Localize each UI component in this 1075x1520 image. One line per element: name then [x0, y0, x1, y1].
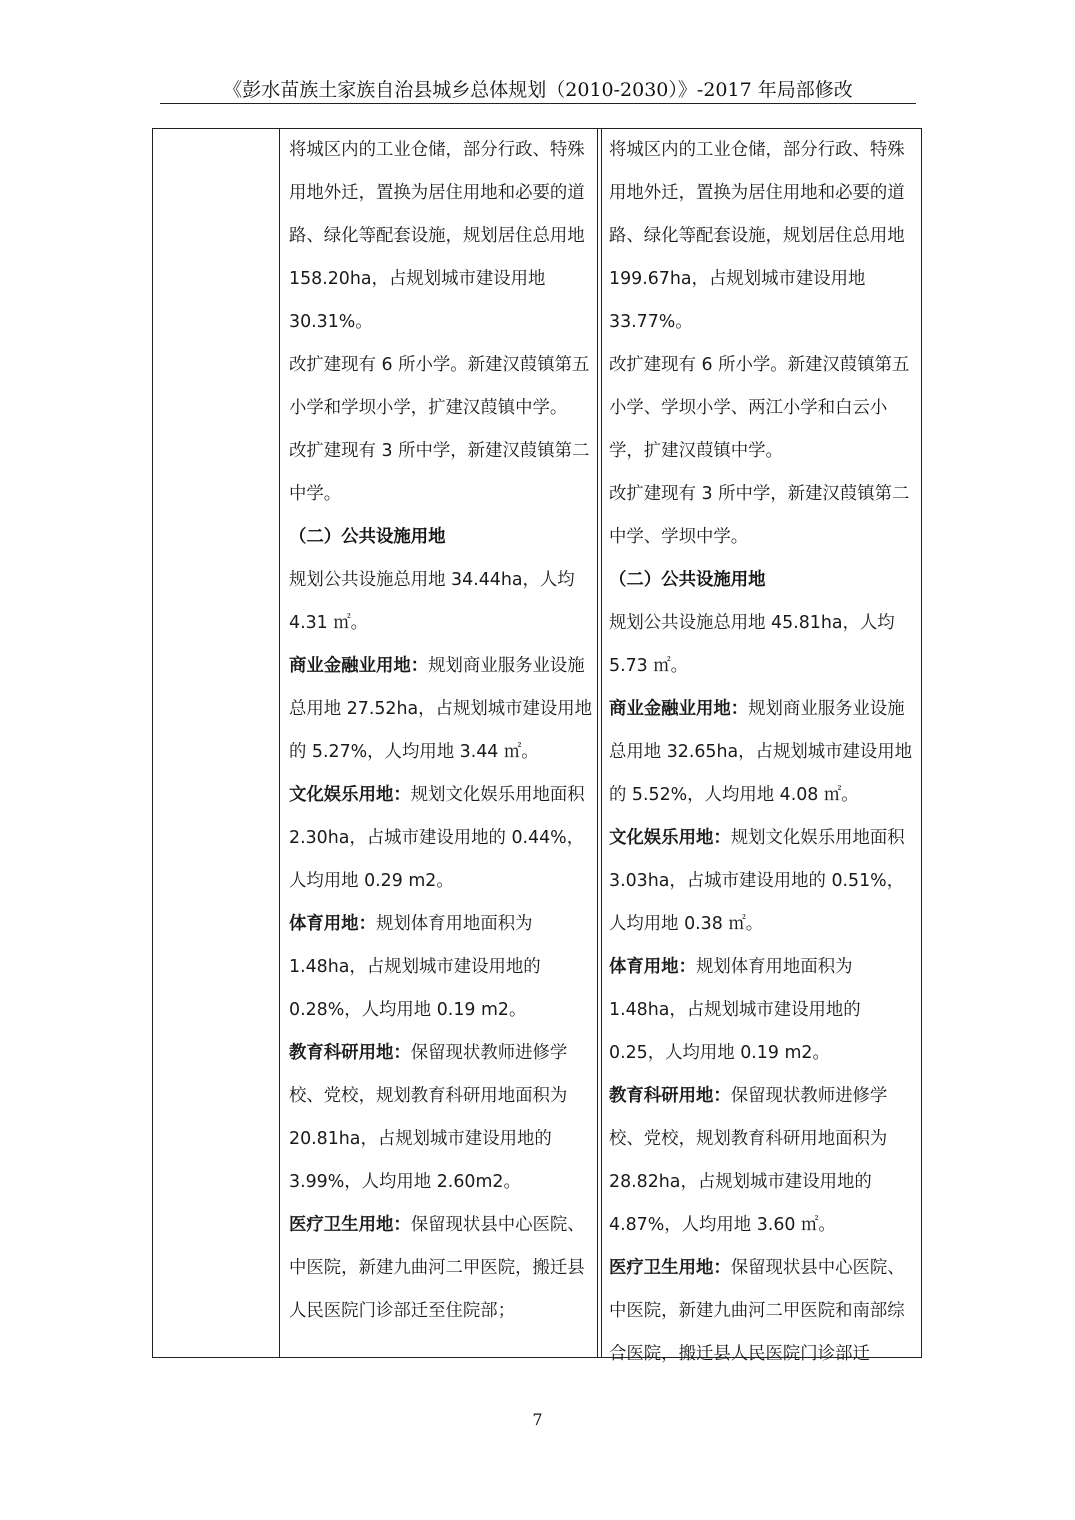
revised-text-column — [609, 129, 921, 1376]
paragraph-text: 保留现状教师进修学校、党校，规划教育科研用地面积为 28.82ha，占规划城市建设用地的 4.87%，人均用地 3.60 ㎡。 — [609, 1086, 888, 1235]
paragraph-label: 商业金融业用地： — [289, 656, 429, 676]
paragraph-label: 文化娱乐用地： — [289, 785, 411, 805]
paragraph-text: 规划体育用地面积为 1.48ha，占规划城市建设用地的 0.25，人均用地 0.19 m2。 — [609, 957, 861, 1063]
original-paragraph: 规划公共设施总用地 34.44ha，人均 4.31 ㎡。 — [289, 570, 575, 633]
comparison-table — [152, 128, 922, 1364]
page-header-title: 《彭水苗族土家族自治县城乡总体规划（2010-2030）》-2017 年局部修改 — [223, 79, 853, 101]
revised-paragraph — [609, 817, 921, 946]
paragraph-text: 规划文化娱乐用地面积 2.30ha，占城市建设用地的 0.44%，人均用地 0.29 m2。 — [289, 785, 585, 891]
original-paragraph — [289, 1032, 593, 1204]
revised-paragraph: 将城区内的工业仓储，部分行政、特殊用地外迁，置换为居住用地和必要的道路、绿化等配套设施，规划居住总用地 199.67ha，占规划城市建设用地 33.77%。 — [609, 140, 905, 332]
paragraph-text: 保留现状县中心医院、中医院，新建九曲河二甲医院，搬迁县人民医院门诊部迁至住院部； — [289, 1215, 585, 1321]
original-paragraph: 将城区内的工业仓储，部分行政、特殊用地外迁，置换为居住用地和必要的道路、绿化等配套设施，规划居住总用地 158.20ha，占规划城市建设用地 30.31%。 — [289, 140, 585, 332]
table-column-divider — [597, 129, 598, 1357]
revised-paragraph: 规划公共设施总用地 45.81ha，人均 5.73 ㎡。 — [609, 613, 895, 676]
revised-paragraph — [609, 946, 921, 1075]
revised-paragraph: 改扩建现有 3 所中学，新建汉葭镇第二中学、学坝中学。 — [609, 484, 910, 547]
paragraph-label: 商业金融业用地： — [609, 699, 749, 719]
paragraph-text: 规划商业服务业设施总用地 27.52ha，占规划城市建设用地的 5.27%，人均用地 3.44 ㎡。 — [289, 656, 593, 762]
paragraph-label: 体育用地： — [609, 957, 696, 977]
paragraph-text: 规划体育用地面积为 1.48ha，占规划城市建设用地的 0.28%，人均用地 0.19 m2。 — [289, 914, 541, 1020]
original-paragraph: 改扩建现有 3 所中学，新建汉葭镇第二中学。 — [289, 441, 590, 504]
paragraph-label: 医疗卫生用地： — [289, 1215, 411, 1235]
revised-paragraph: 改扩建现有 6 所小学。新建汉葭镇第五小学、学坝小学、两江小学和白云小学，扩建汉葭镇中学。 — [609, 355, 910, 461]
paragraph-text: 保留现状县中心医院、中医院，新建九曲河二甲医院和南部综合医院，搬迁县人民医院门诊部迁 — [609, 1258, 905, 1364]
paragraph-label: 教育科研用地： — [609, 1086, 731, 1106]
original-paragraph — [289, 645, 593, 774]
paragraph-label: 体育用地： — [289, 914, 376, 934]
table-column-divider — [601, 129, 602, 1357]
table-column-divider — [279, 129, 280, 1357]
revised-paragraph — [609, 1247, 921, 1376]
paragraph-label: 教育科研用地： — [289, 1043, 411, 1063]
original-paragraph — [289, 774, 593, 903]
original-paragraph: 改扩建现有 6 所小学。新建汉葭镇第五小学和学坝小学，扩建汉葭镇中学。 — [289, 355, 590, 418]
paragraph-text: 保留现状教师进修学校、党校，规划教育科研用地面积为 20.81ha，占规划城市建设用地的 3.99%，人均用地 2.60m2。 — [289, 1043, 568, 1192]
paragraph-label: 文化娱乐用地： — [609, 828, 731, 848]
paragraph-text: 规划商业服务业设施总用地 32.65ha，占规划城市建设用地的 5.52%，人均用地 4.08 ㎡。 — [609, 699, 913, 805]
header-divider — [160, 103, 916, 104]
paragraph-text: 规划文化娱乐用地面积 3.03ha，占城市建设用地的 0.51%，人均用地 0.38 ㎡。 — [609, 828, 905, 934]
original-paragraph — [289, 1204, 593, 1333]
section-heading: （二）公共设施用地 — [609, 570, 766, 590]
revised-paragraph — [609, 688, 921, 817]
section-heading: （二）公共设施用地 — [289, 527, 446, 547]
revised-paragraph — [609, 1075, 921, 1247]
original-text-column — [289, 129, 593, 1333]
original-paragraph — [289, 903, 593, 1032]
paragraph-label: 医疗卫生用地： — [609, 1258, 731, 1278]
page-number: 7 — [532, 1410, 543, 1429]
